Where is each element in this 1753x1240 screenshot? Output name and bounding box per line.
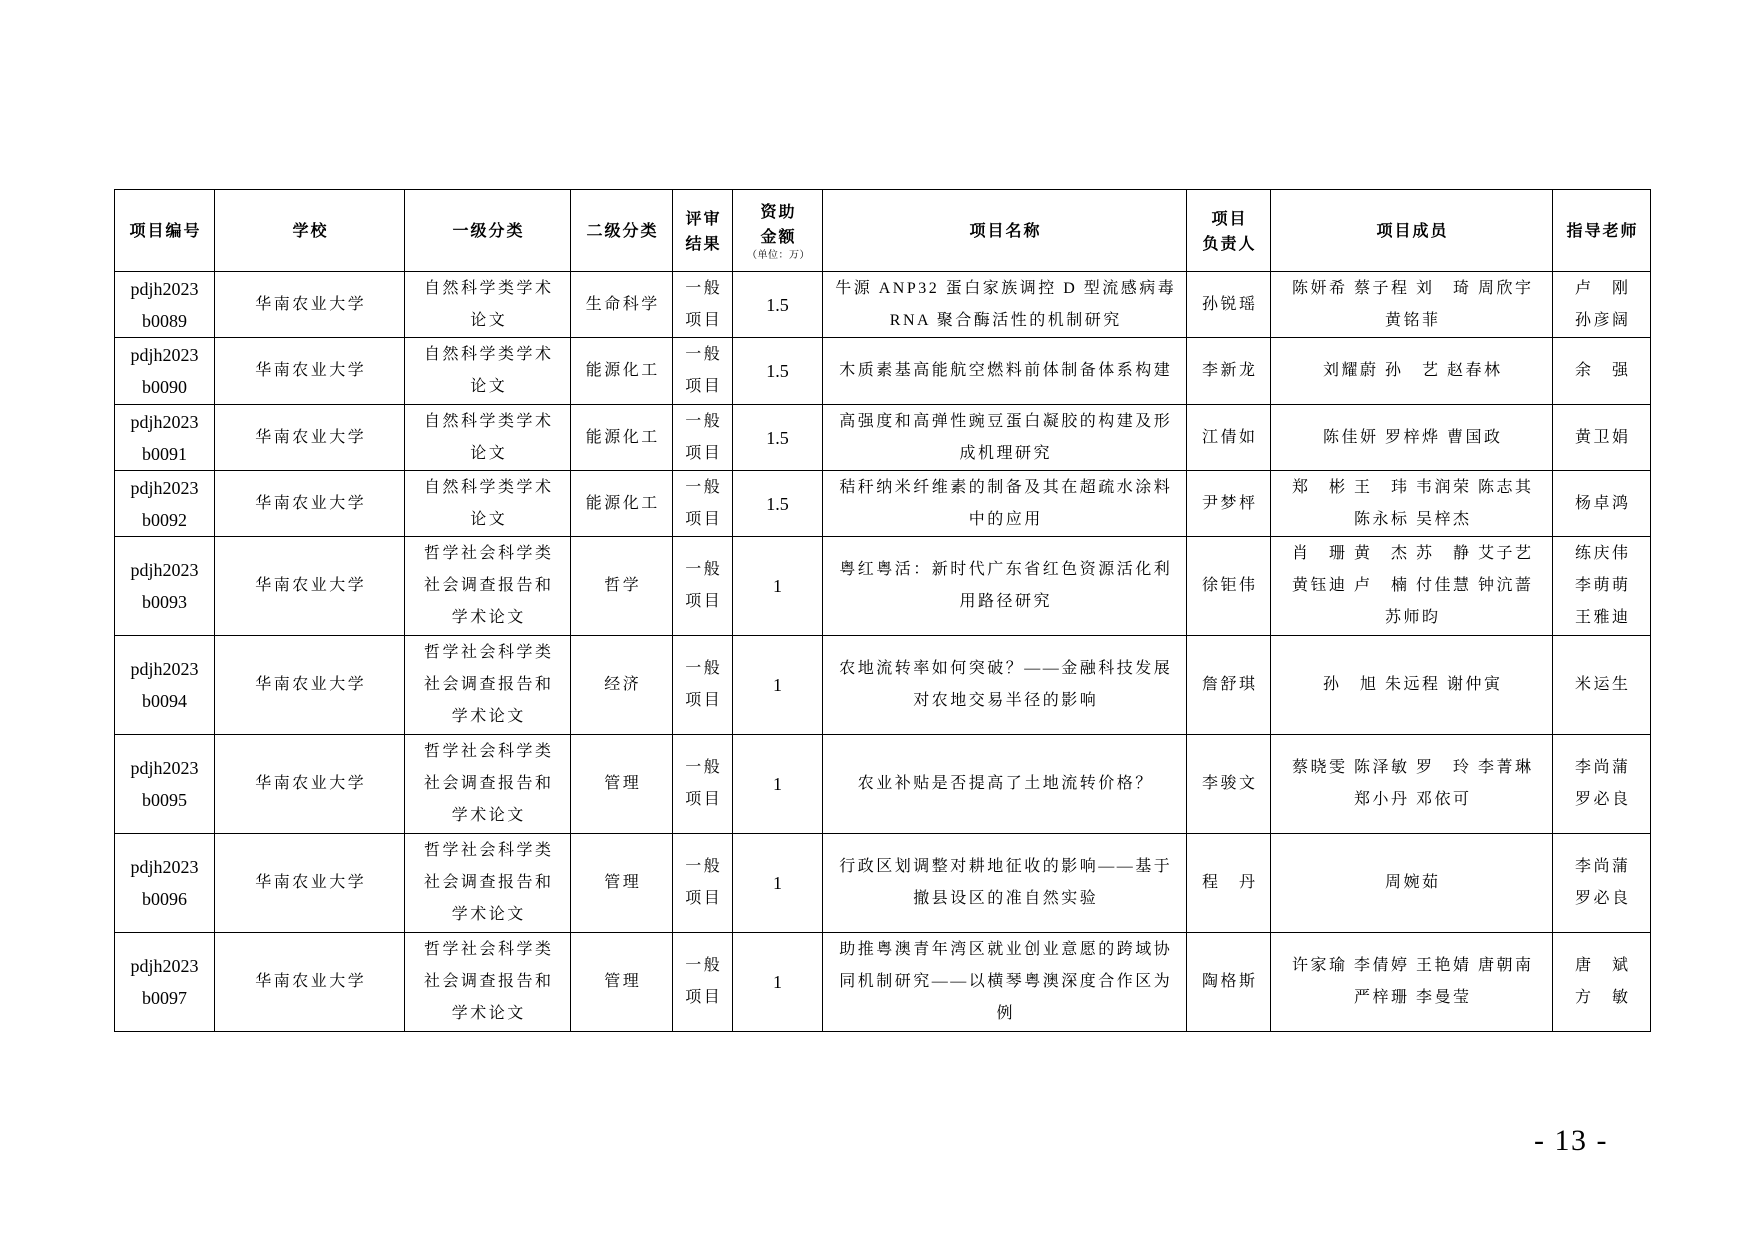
- result-line: 项目: [685, 890, 723, 907]
- cell-leader: [1187, 636, 1271, 735]
- members-line: 蔡晓雯 陈泽敏 罗 玲 李菁琳: [1291, 759, 1534, 776]
- result-line: 项目: [685, 692, 723, 709]
- cell-funding: [733, 636, 823, 735]
- category-line: 学术论文: [451, 708, 526, 725]
- category-line: 哲学社会科学类: [423, 545, 554, 562]
- advisor-name: 李尚蒲: [1574, 759, 1631, 776]
- result-line: 一般: [685, 279, 723, 297]
- table-row: [115, 537, 1651, 636]
- cell-funding: [733, 735, 823, 834]
- advisor-name: 李萌萌: [1574, 577, 1631, 594]
- cell-category: [405, 636, 571, 735]
- category-line: 社会调查报告和: [423, 775, 554, 792]
- category-line: 学术论文: [451, 609, 526, 626]
- code-line: pdjh2023: [130, 659, 199, 679]
- funding-amount: 1: [773, 576, 782, 596]
- category-line: 自然科学类学术: [423, 346, 554, 363]
- subcategory-text: 管理: [604, 775, 642, 792]
- cell-members: [1271, 338, 1553, 405]
- subcategory-text: 哲学: [604, 577, 642, 594]
- cell-members: [1271, 636, 1553, 735]
- cell-school: [215, 471, 405, 537]
- leader-name: 孙锐瑶: [1201, 295, 1258, 313]
- cell-category: [405, 735, 571, 834]
- cell-leader: [1187, 272, 1271, 338]
- cell-subcategory: [571, 537, 673, 636]
- funding-amount: 1.5: [766, 294, 789, 315]
- code-line: pdjh2023: [130, 345, 199, 365]
- cell-advisors: [1553, 834, 1651, 933]
- category-line: 社会调查报告和: [423, 874, 554, 891]
- subcategory-text: 生命科学: [585, 295, 660, 313]
- category-line: 哲学社会科学类: [423, 842, 554, 859]
- funding-amount: 1: [773, 873, 782, 893]
- title-line: 用路径研究: [959, 593, 1052, 610]
- cell-result: [673, 471, 733, 537]
- funding-amount: 1.5: [766, 493, 789, 514]
- cell-members: [1271, 537, 1553, 636]
- cell-project-code: [115, 834, 215, 933]
- school-text: 华南农业大学: [255, 295, 367, 313]
- members-line: 郑小丹 邓依可: [1353, 791, 1472, 808]
- category-line: 社会调查报告和: [423, 577, 554, 594]
- header-row: [115, 190, 1651, 272]
- result-line: 一般: [685, 759, 723, 776]
- table-row: [115, 933, 1651, 1032]
- cell-school: [215, 636, 405, 735]
- cell-category: [405, 933, 571, 1032]
- cell-school: [215, 834, 405, 933]
- subcategory-text: 管理: [604, 973, 642, 990]
- category-line: 论文: [470, 311, 508, 329]
- table-row: [115, 272, 1651, 338]
- result-line: 一般: [685, 346, 723, 363]
- cell-subcategory: [571, 636, 673, 735]
- cell-project-title: [823, 933, 1187, 1032]
- header-label: 项目成员: [1376, 221, 1449, 240]
- school-text: 华南农业大学: [255, 577, 367, 594]
- header-result: [673, 190, 733, 272]
- cell-result: [673, 834, 733, 933]
- result-line: 项目: [685, 444, 723, 462]
- title-line: 木质素基高能航空燃料前体制备体系构建: [839, 362, 1173, 379]
- members-line: 刘耀蔚 孙 艺 赵春林: [1322, 362, 1503, 379]
- header-label: 金额: [760, 226, 797, 246]
- category-line: 学术论文: [451, 906, 526, 923]
- header-school: [215, 190, 405, 272]
- cell-project-title: [823, 272, 1187, 338]
- code-line: b0096: [142, 889, 187, 909]
- cell-school: [215, 405, 405, 471]
- table-row: [115, 471, 1651, 537]
- cell-result: [673, 272, 733, 338]
- category-line: 自然科学类学术: [423, 412, 554, 430]
- members-line: 孙 旭 朱远程 谢仲寅: [1322, 676, 1503, 693]
- header-label: 项目编号: [129, 221, 202, 240]
- cell-project-title: [823, 537, 1187, 636]
- cell-leader: [1187, 338, 1271, 405]
- category-line: 社会调查报告和: [423, 973, 554, 990]
- cell-funding: [733, 834, 823, 933]
- category-line: 论文: [470, 510, 508, 528]
- cell-funding: [733, 338, 823, 405]
- result-line: 一般: [685, 412, 723, 430]
- cell-project-title: [823, 735, 1187, 834]
- cell-category: [405, 834, 571, 933]
- cell-project-title: [823, 405, 1187, 471]
- title-line: 农地流转率如何突破？——金融科技发展: [839, 660, 1173, 677]
- result-line: 一般: [685, 660, 723, 677]
- cell-project-title: [823, 471, 1187, 537]
- cell-project-title: [823, 636, 1187, 735]
- advisor-name: 罗必良: [1574, 890, 1631, 907]
- subcategory-text: 经济: [604, 676, 642, 693]
- cell-category: [405, 471, 571, 537]
- cell-leader: [1187, 933, 1271, 1032]
- leader-name: 李骏文: [1201, 775, 1258, 792]
- header-label: 负责人: [1202, 233, 1257, 253]
- title-line: 中的应用: [968, 510, 1043, 528]
- category-line: 论文: [470, 444, 508, 462]
- members-line: 陈永标 吴梓杰: [1353, 510, 1472, 528]
- school-text: 华南农业大学: [255, 874, 367, 891]
- category-line: 自然科学类学术: [423, 478, 554, 496]
- result-line: 项目: [685, 989, 723, 1006]
- cell-result: [673, 338, 733, 405]
- leader-name: 陶格斯: [1201, 973, 1258, 990]
- subcategory-text: 能源化工: [585, 428, 660, 446]
- cell-project-code: [115, 636, 215, 735]
- subcategory-text: 管理: [604, 874, 642, 891]
- table-row: [115, 834, 1651, 933]
- cell-funding: [733, 405, 823, 471]
- cell-result: [673, 735, 733, 834]
- funding-amount: 1: [773, 675, 782, 695]
- code-line: pdjh2023: [130, 560, 199, 580]
- cell-advisors: [1553, 272, 1651, 338]
- members-line: 周婉茹: [1384, 874, 1441, 891]
- header-label: 项目: [1211, 208, 1248, 228]
- cell-project-title: [823, 338, 1187, 405]
- cell-leader: [1187, 405, 1271, 471]
- advisor-name: 黄卫娟: [1574, 428, 1631, 446]
- members-line: 许家瑜 李倩婷 王艳婧 唐朝南: [1291, 957, 1534, 974]
- advisor-name: 唐 斌: [1574, 957, 1631, 974]
- members-line: 陈佳妍 罗梓烨 曹国政: [1322, 428, 1503, 446]
- table-row: [115, 636, 1651, 735]
- cell-project-code: [115, 272, 215, 338]
- title-line: 行政区划调整对耕地征收的影响——基于: [839, 858, 1173, 875]
- result-line: 一般: [685, 478, 723, 496]
- header-label: 评审: [685, 208, 722, 228]
- header-label: 结果: [685, 233, 722, 253]
- category-line: 自然科学类学术: [423, 279, 554, 297]
- project-table: [114, 189, 1651, 1032]
- code-line: pdjh2023: [130, 956, 199, 976]
- leader-name: 徐钜伟: [1201, 577, 1258, 594]
- advisor-name: 王雅迪: [1574, 609, 1631, 626]
- cell-members: [1271, 471, 1553, 537]
- cell-advisors: [1553, 636, 1651, 735]
- result-line: 项目: [685, 593, 723, 610]
- code-line: b0093: [142, 592, 187, 612]
- school-text: 华南农业大学: [255, 973, 367, 990]
- category-line: 社会调查报告和: [423, 676, 554, 693]
- cell-category: [405, 537, 571, 636]
- advisor-name: 孙彦阔: [1574, 311, 1631, 329]
- category-line: 哲学社会科学类: [423, 743, 554, 760]
- school-text: 华南农业大学: [255, 428, 367, 446]
- cell-subcategory: [571, 735, 673, 834]
- title-line: 高强度和高弹性豌豆蛋白凝胶的构建及形: [839, 412, 1173, 430]
- cell-project-code: [115, 537, 215, 636]
- header-leader: [1187, 190, 1271, 272]
- title-line: 秸秆纳米纤维素的制备及其在超疏水涂料: [839, 478, 1173, 496]
- cell-members: [1271, 834, 1553, 933]
- cell-category: [405, 272, 571, 338]
- header-label: 一级分类: [452, 221, 525, 240]
- school-text: 华南农业大学: [255, 676, 367, 693]
- cell-school: [215, 537, 405, 636]
- title-line: RNA 聚合酶活性的机制研究: [889, 311, 1122, 329]
- code-line: b0092: [142, 509, 187, 530]
- code-line: pdjh2023: [130, 411, 199, 432]
- cell-advisors: [1553, 405, 1651, 471]
- cell-subcategory: [571, 272, 673, 338]
- header-label: 指导老师: [1566, 221, 1639, 240]
- funding-amount: 1: [773, 972, 782, 992]
- header-members: [1271, 190, 1553, 272]
- code-line: b0091: [142, 443, 187, 464]
- cell-advisors: [1553, 471, 1651, 537]
- result-line: 项目: [685, 791, 723, 808]
- cell-project-code: [115, 735, 215, 834]
- code-line: b0090: [142, 377, 187, 397]
- result-line: 一般: [685, 957, 723, 974]
- cell-members: [1271, 272, 1553, 338]
- members-line: 黄钰迪 卢 楠 付佳慧 钟沆蔷: [1291, 577, 1534, 594]
- cell-category: [405, 338, 571, 405]
- members-line: 严梓珊 李曼莹: [1353, 989, 1472, 1006]
- result-line: 项目: [685, 510, 723, 528]
- funding-amount: 1.5: [766, 361, 789, 381]
- advisor-name: 方 敏: [1574, 989, 1631, 1006]
- code-line: b0094: [142, 691, 187, 711]
- header-project-code: [115, 190, 215, 272]
- members-line: 郑 彬 王 玮 韦润荣 陈志其: [1291, 478, 1534, 496]
- code-line: pdjh2023: [130, 477, 199, 498]
- cell-leader: [1187, 735, 1271, 834]
- header-label: 项目名称: [969, 221, 1042, 240]
- members-line: 苏师昀: [1384, 609, 1441, 626]
- advisor-name: 卢 刚: [1574, 279, 1631, 297]
- header-funding: [733, 190, 823, 272]
- cell-subcategory: [571, 471, 673, 537]
- cell-project-code: [115, 338, 215, 405]
- cell-funding: [733, 537, 823, 636]
- result-line: 一般: [685, 858, 723, 875]
- title-line: 粤红粤活：新时代广东省红色资源活化利: [839, 561, 1173, 578]
- leader-name: 李新龙: [1201, 362, 1258, 379]
- category-line: 哲学社会科学类: [423, 941, 554, 958]
- cell-subcategory: [571, 405, 673, 471]
- school-text: 华南农业大学: [255, 775, 367, 792]
- cell-project-code: [115, 933, 215, 1032]
- code-line: pdjh2023: [130, 278, 199, 299]
- code-line: pdjh2023: [130, 857, 199, 877]
- cell-funding: [733, 272, 823, 338]
- cell-funding: [733, 471, 823, 537]
- advisor-name: 罗必良: [1574, 791, 1631, 808]
- cell-school: [215, 338, 405, 405]
- cell-project-title: [823, 834, 1187, 933]
- cell-members: [1271, 933, 1553, 1032]
- cell-members: [1271, 735, 1553, 834]
- code-line: b0089: [142, 310, 187, 331]
- advisor-name: 李尚蒲: [1574, 858, 1631, 875]
- funding-amount: 1.5: [766, 427, 789, 448]
- school-text: 华南农业大学: [255, 362, 367, 379]
- title-line: 对农地交易半径的影响: [913, 692, 1099, 709]
- leader-name: 江倩如: [1201, 428, 1258, 446]
- header-category: [405, 190, 571, 272]
- cell-leader: [1187, 537, 1271, 636]
- members-line: 黄铭菲: [1384, 311, 1441, 329]
- title-line: 农业补贴是否提高了土地流转价格？: [857, 775, 1154, 792]
- code-line: pdjh2023: [130, 758, 199, 778]
- cell-subcategory: [571, 338, 673, 405]
- leader-name: 尹梦枰: [1201, 494, 1258, 512]
- category-line: 论文: [470, 378, 508, 395]
- cell-subcategory: [571, 933, 673, 1032]
- funding-amount: 1: [773, 774, 782, 794]
- leader-name: 程 丹: [1201, 874, 1258, 891]
- page-number: - 13 -: [1534, 1124, 1608, 1157]
- subcategory-text: 能源化工: [585, 494, 660, 512]
- title-line: 例: [996, 1005, 1015, 1022]
- cell-result: [673, 537, 733, 636]
- category-line: 学术论文: [451, 1005, 526, 1022]
- title-line: 撤县设区的准自然实验: [913, 890, 1099, 907]
- members-line: 肖 珊 黄 杰 苏 静 艾子艺: [1291, 545, 1534, 562]
- school-text: 华南农业大学: [255, 494, 367, 512]
- cell-leader: [1187, 834, 1271, 933]
- funding-unit-note: （单位：万）: [747, 249, 810, 261]
- title-line: 助推粤澳青年湾区就业创业意愿的跨域协: [839, 941, 1173, 958]
- header-label: 二级分类: [586, 221, 659, 240]
- result-line: 一般: [685, 561, 723, 578]
- category-line: 学术论文: [451, 807, 526, 824]
- header-project-title: [823, 190, 1187, 272]
- cell-advisors: [1553, 537, 1651, 636]
- members-line: 陈妍希 蔡子程 刘 琦 周欣宇: [1291, 279, 1534, 297]
- title-line: 牛源 ANP32 蛋白家族调控 D 型流感病毒: [835, 279, 1177, 297]
- advisor-name: 米运生: [1574, 676, 1631, 693]
- result-line: 项目: [685, 378, 723, 395]
- cell-school: [215, 272, 405, 338]
- cell-advisors: [1553, 933, 1651, 1032]
- cell-school: [215, 933, 405, 1032]
- cell-result: [673, 636, 733, 735]
- cell-leader: [1187, 471, 1271, 537]
- code-line: b0097: [142, 988, 187, 1008]
- category-line: 哲学社会科学类: [423, 644, 554, 661]
- advisor-name: 余 强: [1574, 362, 1631, 379]
- leader-name: 詹舒琪: [1201, 676, 1258, 693]
- cell-advisors: [1553, 338, 1651, 405]
- subcategory-text: 能源化工: [585, 362, 660, 379]
- header-subcategory: [571, 190, 673, 272]
- table-row: [115, 405, 1651, 471]
- cell-advisors: [1553, 735, 1651, 834]
- header-advisors: [1553, 190, 1651, 272]
- advisor-name: 杨卓鸿: [1574, 494, 1631, 512]
- result-line: 项目: [685, 311, 723, 329]
- cell-school: [215, 735, 405, 834]
- cell-result: [673, 405, 733, 471]
- cell-category: [405, 405, 571, 471]
- cell-project-code: [115, 471, 215, 537]
- cell-members: [1271, 405, 1553, 471]
- title-line: 成机理研究: [959, 444, 1052, 462]
- table-row: [115, 735, 1651, 834]
- title-line: 同机制研究——以横琴粤澳深度合作区为: [839, 973, 1173, 990]
- code-line: b0095: [142, 790, 187, 810]
- header-label: 学校: [292, 221, 329, 240]
- cell-funding: [733, 933, 823, 1032]
- cell-result: [673, 933, 733, 1032]
- table-row: [115, 338, 1651, 405]
- cell-project-code: [115, 405, 215, 471]
- header-label: 资助: [760, 201, 797, 221]
- advisor-name: 练庆伟: [1574, 545, 1631, 562]
- cell-subcategory: [571, 834, 673, 933]
